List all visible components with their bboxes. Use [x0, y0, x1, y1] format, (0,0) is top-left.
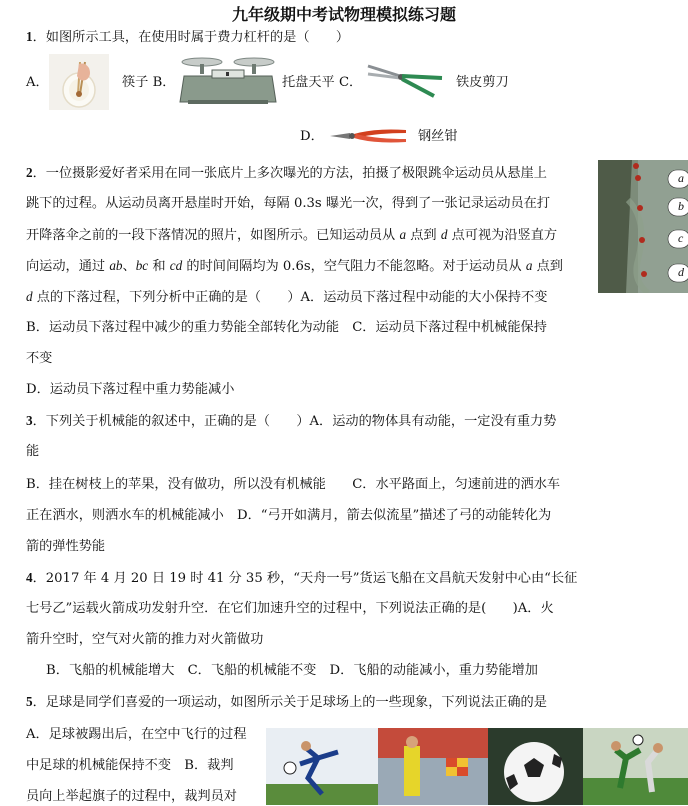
question-2-line-7: 不变	[26, 351, 53, 366]
point-d: d	[440, 227, 448, 242]
question-3-line-2: 能	[26, 444, 40, 459]
segment-ab: ab	[109, 258, 123, 273]
point-d: d	[26, 289, 33, 304]
question-1-options	[26, 58, 586, 112]
question-3-line-3: B．挂在树枝上的苹果，没有做功，所以没有机械能 C．水平路面上，匀速前进的洒水车	[26, 477, 561, 492]
option-d-label: D．	[300, 129, 324, 144]
option-d-text: 钢丝钳	[418, 129, 458, 144]
text: 的时间间隔均为 0.6s，空气阻力不能忽略。对于运动员从	[182, 259, 526, 274]
text: 和	[148, 259, 170, 274]
question-number: 4	[26, 570, 33, 585]
option-a-label: A．	[26, 75, 49, 90]
option-a-text: 筷子 B．	[122, 75, 176, 90]
question-4-line-3: 箭升空时，空气对火箭的推力对火箭做功	[26, 632, 264, 647]
question-2-line-1	[26, 164, 547, 183]
question-2-line-3	[26, 226, 557, 245]
question-5-line-1	[26, 693, 547, 712]
question-1-stem	[26, 28, 349, 47]
text: 点可视为沿竖直方	[447, 228, 558, 243]
question-4-line-1	[26, 569, 577, 588]
question-2-line-5	[26, 288, 547, 307]
text: 点的下落过程，下列分析中正确的是（ ）A．运动员下落过程中动能的大小保持不变	[32, 290, 548, 305]
text: 、	[122, 259, 136, 274]
football-scenes-image	[266, 728, 688, 805]
text: 点到	[406, 228, 441, 243]
question-2-line-6: B．运动员下落过程中减少的重力势能全部转化为动能 C．运动员下落过程中机械能保持	[26, 320, 547, 335]
text: 开降落伞之前的一段下落情况的照片，如图所示。已知运动员从	[26, 228, 400, 243]
tray-balance-image	[178, 50, 278, 110]
question-5-line-3: 中足球的机械能保持不变 B．裁判	[26, 758, 234, 773]
chopsticks-image	[49, 54, 109, 110]
wire-pliers-image	[328, 124, 408, 148]
question-3-line-4: 正在洒水，则洒水车的机械能减小 D．“弓开如满月，箭去似流星”描述了弓的动能转化为	[26, 508, 552, 523]
question-number: 2	[26, 165, 33, 180]
option-c-text: 铁皮剪刀	[456, 75, 509, 90]
option-b-text: 托盘天平 C．	[282, 75, 363, 90]
document-title: 九年级期中考试物理模拟练习题	[231, 5, 456, 24]
question-number: 1	[26, 29, 33, 44]
question-text: ．下列关于机械能的叙述中，正确的是（ ）A．运动的物体具有动能，一定没有重力势	[32, 414, 557, 429]
figure-label-a: a	[678, 171, 684, 185]
point-a: a	[525, 258, 533, 273]
question-text: ．一位摄影爱好者采用在同一张底片上多次曝光的方法，拍摄了极限跳伞运动员从悬崖上	[32, 166, 547, 181]
question-2-line-2: 跳下的过程。从运动员离开悬崖时开始，每隔 0.3s 曝光一次，得到了一张记录运动员在打	[26, 196, 551, 211]
segment-cd: cd	[169, 258, 183, 273]
point-a: a	[399, 227, 407, 242]
question-5-line-2: A．足球被踢出后，在空中飞行的过程	[26, 727, 247, 742]
figure-label-b: b	[678, 199, 684, 213]
question-text: ．足球是同学们喜爱的一项运动，如图所示关于足球场上的一些现象，下列说法正确的是	[32, 695, 547, 710]
tin-shears-image	[364, 56, 446, 104]
text: 向运动，通过	[26, 259, 110, 274]
question-4-line-4: B．飞船的机械能增大 C．飞船的机械能不变 D．飞船的动能减小，重力势能增加	[46, 663, 538, 678]
question-text: ．2017 年 4 月 20 日 19 时 41 分 35 秒，“天舟一号”货运飞船在文昌航天发射中心由“长征	[32, 571, 578, 586]
question-2-line-8: D．运动员下落过程中重力势能减小	[26, 382, 235, 397]
skydiver-multi-exposure-image	[598, 160, 688, 293]
text: 点到	[532, 259, 563, 274]
segment-bc: bc	[135, 258, 149, 273]
question-3-line-1	[26, 412, 556, 431]
figure-label-c: c	[678, 231, 684, 245]
question-2-line-4	[26, 257, 563, 276]
question-number: 5	[26, 694, 33, 709]
figure-label-d: d	[678, 265, 684, 279]
question-4-line-2: 七号乙”运载火箭成功发射升空．在它们加速升空的过程中，下列说法正确的是( )A．火	[26, 601, 554, 616]
question-number: 3	[26, 413, 33, 428]
question-5-line-4: 员向上举起旗子的过程中，裁判员对	[26, 789, 237, 804]
question-3-line-5: 箭的弹性势能	[26, 539, 106, 554]
question-text: ．如图所示工具，在使用时属于费力杠杆的是（ ）	[32, 30, 350, 45]
